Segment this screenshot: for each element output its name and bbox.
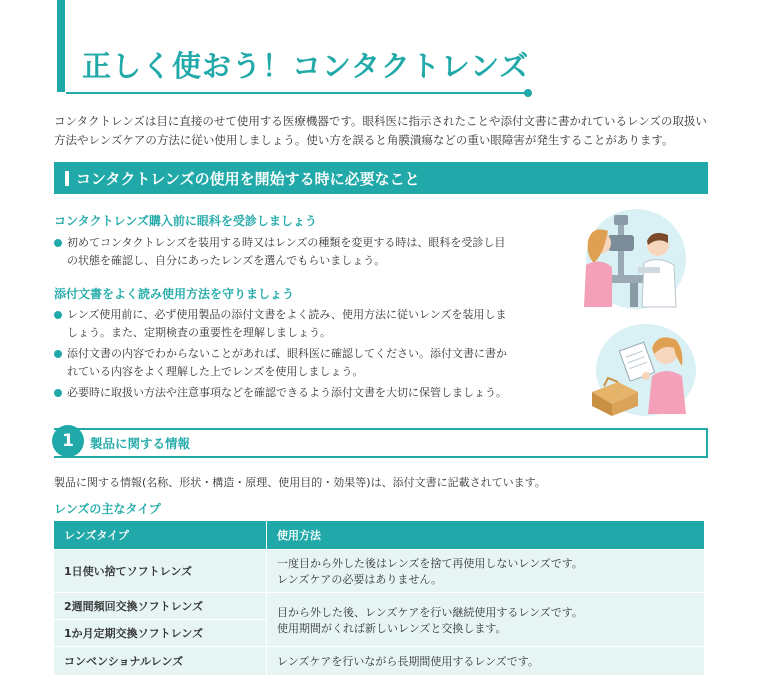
lens-type-cell: コンベンショナルレンズ (54, 647, 267, 675)
product-info-paragraph: 製品に関する情報(名称、形状・構造・原理、使用目的・効果等)は、添付文書に記載されています。 (54, 476, 546, 489)
lens-types-heading: レンズの主なタイプ (54, 502, 161, 516)
banner-title: コンタクトレンズの使用を開始する時に必要なこと (76, 170, 420, 188)
column-header-usage: 使用方法 (267, 521, 705, 550)
bullet-list-package-insert (54, 306, 514, 405)
title-accent-bar (57, 0, 65, 92)
table-row (54, 593, 704, 620)
subheading-eye-exam: コンタクトレンズ購入前に眼科を受診しましょう (54, 214, 317, 228)
lens-type-cell: 2週間頻回交換ソフトレンズ (54, 593, 267, 620)
usage-line: 使用期間がくれば新しいレンズと交換します。 (277, 621, 507, 635)
usage-cell: レンズケアを行いながら長期間使用するレンズです。 (267, 647, 705, 675)
list-item: 添付文書の内容でわからないことがあれば、眼科医に確認してください。添付文書に書かれている内容をよく理解した上でレンズを使用しましょう。 (54, 345, 514, 381)
bullet-dot-icon (54, 350, 62, 358)
subheading-package-insert: 添付文書をよく読み使用方法を守りましょう (54, 287, 295, 301)
section-title: 製品に関する情報 (90, 436, 191, 451)
bullet-list-eye-exam (54, 234, 514, 273)
usage-cell (267, 593, 705, 647)
list-item: 初めてコンタクトレンズを装用する時又はレンズの種類を変更する時は、眼科を受診し目の状態を確認し、自分にあったレンズを選んでもらいましょう。 (54, 234, 514, 270)
lens-type-cell: 1日使い捨てソフトレンズ (54, 550, 267, 593)
title-underline (66, 92, 528, 94)
usage-cell (267, 550, 705, 593)
lens-type-cell: 1か月定期交換ソフトレンズ (54, 620, 267, 647)
table-row (54, 647, 704, 675)
bullet-dot-icon (54, 389, 62, 397)
reading-insert-illustration (588, 318, 698, 418)
column-header-lens-type: レンズタイプ (54, 521, 267, 550)
usage-line: 目から外した後、レンズケアを行い継続使用するレンズです。 (277, 605, 583, 619)
table-row (54, 550, 704, 593)
list-item: 必要時に取扱い方法や注意事項などを確認できるよう添付文書を大切に保管しましょう。 (54, 384, 514, 402)
banner-mark (65, 171, 69, 186)
bullet-dot-icon (54, 311, 62, 319)
intro-paragraph: コンタクトレンズは目に直接のせて使用する医療機器です。眼科医に指示されたことや添付文書に書かれているレンズの取扱い方法やレンズケアの方法に従い使用しましょう。使い方を誤ると角膜潰瘍などの重い眼障害が発生することがあります。 (54, 114, 707, 147)
list-item: レンズ使用前に、必ず使用製品の添付文書をよく読み、使用方法に従いレンズを装用しましょう。また、定期検査の重要性を理解しましょう。 (54, 306, 514, 342)
usage-line: レンズケアの必要はありません。 (277, 573, 443, 586)
bullet-dot-icon (54, 239, 62, 247)
lens-types-table (54, 521, 704, 675)
usage-line: 一度目から外した後はレンズを捨て再使用しないレンズです。 (277, 557, 583, 570)
page-title: 正しく使おう！コンタクトレンズ (82, 49, 530, 83)
table-header-row (54, 521, 704, 550)
section-number-badge: 1 (52, 425, 84, 457)
section-banner (54, 162, 708, 194)
eye-exam-illustration (578, 205, 693, 310)
